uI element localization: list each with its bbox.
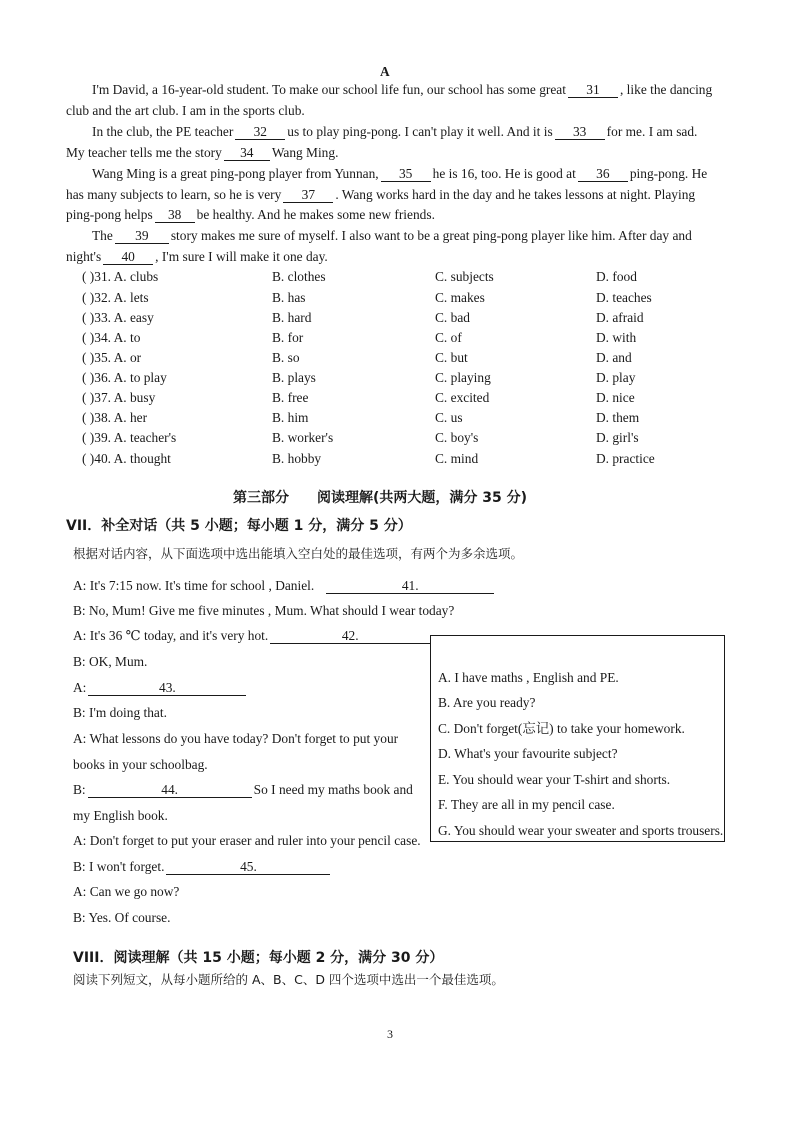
dialogue-line: B: Yes. Of course. (73, 910, 171, 925)
choice-d[interactable]: D. nice (596, 390, 635, 405)
passage-text: My teacher tells me the story (66, 145, 222, 160)
option-d[interactable]: D. What's your favourite subject? (438, 746, 618, 761)
dialogue-line: A: Don't forget to put your eraser and ruler into your pencil case. (73, 833, 421, 848)
choice-a[interactable]: ( )34. A. to (82, 330, 141, 345)
blank-36[interactable]: 36 (578, 166, 628, 182)
passage-line (66, 248, 328, 266)
options-box (430, 635, 725, 842)
choice-a[interactable]: ( )37. A. busy (82, 390, 156, 405)
passage-text: be healthy. And he makes some new friends. (196, 207, 435, 222)
passage-text: . Wang works hard in the day and he takes lessons at night. Playing (335, 187, 696, 202)
blank-35[interactable]: 35 (381, 166, 431, 182)
choice-d[interactable]: D. and (596, 350, 632, 365)
choice-b[interactable]: B. worker's (272, 430, 334, 445)
choice-c[interactable]: C. subjects (435, 269, 494, 284)
choice-d[interactable]: D. practice (596, 451, 655, 466)
choice-b[interactable]: B. plays (272, 370, 316, 385)
passage-text: , I'm sure I will make it one day. (155, 249, 328, 264)
section-seven-title: VII．补全对话（共 5 小题；每小题 1 分，满分 5 分） (66, 518, 412, 534)
choice-d[interactable]: D. afraid (596, 310, 644, 325)
blank-34[interactable]: 34 (224, 145, 270, 161)
section-eight-title: VIII．阅读理解（共 15 小题；每小题 2 分，满分 30 分） (73, 950, 444, 966)
dialogue-text: A: (73, 680, 87, 695)
choice-d[interactable]: D. teaches (596, 290, 652, 305)
blank-39[interactable]: 39 (115, 228, 169, 244)
choice-b[interactable]: B. free (272, 390, 309, 405)
blank-41[interactable]: 41. (326, 578, 494, 594)
dialogue-text: So I need my maths book and (253, 782, 413, 797)
blank-32[interactable]: 32 (235, 124, 285, 140)
choice-d[interactable]: D. girl's (596, 430, 639, 445)
dialogue-text: A: It's 36 ℃ today, and it's very hot. (73, 628, 269, 643)
choice-c[interactable]: C. us (435, 410, 463, 425)
passage-line (66, 186, 695, 204)
passage-line: club and the art club. I am in the sports club. (66, 103, 305, 118)
passage-line (66, 206, 435, 224)
passage-text: Wang Ming. (271, 145, 339, 160)
option-e[interactable]: E. You should wear your T-shirt and shorts. (438, 772, 671, 787)
passage-text: In the club, the PE teacher (92, 124, 234, 139)
choice-b[interactable]: B. hobby (272, 451, 322, 466)
blank-45[interactable]: 45. (166, 859, 330, 875)
passage-text: Wang Ming is a great ping-pong player from Yunnan, (92, 166, 379, 181)
dialogue-line: B: OK, Mum. (73, 654, 148, 669)
dialogue-text: B: I won't forget. (73, 859, 165, 874)
part-three-title: 第三部分 阅读理解(共两大题，满分 35 分) (233, 490, 528, 506)
blank-44[interactable]: 44. (88, 782, 252, 798)
choice-c[interactable]: C. but (435, 350, 468, 365)
passage-text: night's (66, 249, 102, 264)
blank-38[interactable]: 38 (155, 207, 195, 223)
option-b[interactable]: B. Are you ready? (438, 695, 536, 710)
blank-42[interactable]: 42. (270, 628, 430, 644)
dialogue-line: my English book. (73, 808, 168, 823)
section-eight-instruction: 阅读下列短文，从每小题所给的 A、B、C、D 四个选项中选出一个最佳选项。 (73, 972, 504, 987)
blank-31[interactable]: 31 (568, 82, 618, 98)
choice-c[interactable]: C. excited (435, 390, 490, 405)
passage-text: for me. I am sad. (606, 124, 698, 139)
passage-text: , like the dancing (619, 82, 713, 97)
dialogue-line (73, 781, 413, 799)
option-f[interactable]: F. They are all in my pencil case. (438, 797, 615, 812)
blank-43[interactable]: 43. (88, 680, 246, 696)
blank-37[interactable]: 37 (283, 187, 333, 203)
dialogue-line: books in your schoolbag. (73, 757, 208, 772)
choice-c[interactable]: C. playing (435, 370, 491, 385)
choice-a[interactable]: ( )31. A. clubs (82, 269, 159, 284)
option-c[interactable]: C. Don't forget(忘记) to take your homework. (438, 721, 685, 736)
option-g[interactable]: G. You should wear your sweater and sports trousers. (438, 823, 724, 838)
passage-text: I'm David, a 16-year-old student. To make our school life fun, our school has some great (92, 82, 566, 97)
passage-line (92, 165, 707, 183)
choice-d[interactable]: D. them (596, 410, 640, 425)
choice-b[interactable]: B. hard (272, 310, 312, 325)
section-letter: A (380, 64, 390, 79)
dialogue-line (73, 577, 496, 595)
passage-line (92, 227, 692, 245)
passage-text: story makes me sure of myself. I also want to be a great ping-pong player like him. After day and (170, 228, 692, 243)
choice-a[interactable]: ( )35. A. or (82, 350, 142, 365)
choice-c[interactable]: C. boy's (435, 430, 479, 445)
page-number: 3 (387, 1027, 393, 1041)
choice-a[interactable]: ( )36. A. to play (82, 370, 167, 385)
choice-c[interactable]: C. mind (435, 451, 479, 466)
blank-33[interactable]: 33 (555, 124, 605, 140)
dialogue-text: B: (73, 782, 86, 797)
choice-a[interactable]: ( )39. A. teacher's (82, 430, 177, 445)
passage-line (92, 123, 697, 141)
choice-b[interactable]: B. so (272, 350, 300, 365)
choice-c[interactable]: C. of (435, 330, 462, 345)
passage-text: he is 16, too. He is good at (432, 166, 576, 181)
choice-c[interactable]: C. bad (435, 310, 470, 325)
dialogue-line: B: No, Mum! Give me five minutes , Mum. What should I wear today? (73, 603, 455, 618)
choice-d[interactable]: D. with (596, 330, 637, 345)
passage-text: The (92, 228, 113, 243)
choice-d[interactable]: D. play (596, 370, 636, 385)
dialogue-line (73, 679, 248, 697)
passage-text: us to play ping-pong. I can't play it well. And it is (287, 124, 553, 139)
passage-line (92, 81, 712, 99)
choice-c[interactable]: C. makes (435, 290, 485, 305)
dialogue-line: A: What lessons do you have today? Don't forget to put your (73, 731, 399, 746)
choice-a[interactable]: ( )38. A. her (82, 410, 148, 425)
passage-line (66, 144, 338, 162)
blank-40[interactable]: 40 (103, 249, 153, 265)
choice-a[interactable]: ( )40. A. thought (82, 451, 171, 466)
dialogue-text: A: It's 7:15 now. It's time for school , Daniel. (73, 578, 315, 593)
passage-text: ping-pong. He (629, 166, 708, 181)
choice-d[interactable]: D. food (596, 269, 637, 284)
section-seven-instruction: 根据对话内容，从下面选项中选出能填入空白处的最佳选项，有两个为多余选项。 (73, 546, 524, 561)
choice-a[interactable]: ( )32. A. lets (82, 290, 149, 305)
choice-b[interactable]: B. has (272, 290, 306, 305)
choice-a[interactable]: ( )33. A. easy (82, 310, 154, 325)
choice-b[interactable]: B. him (272, 410, 309, 425)
dialogue-line: A: Can we go now? (73, 884, 180, 899)
choice-b[interactable]: B. clothes (272, 269, 326, 284)
choice-b[interactable]: B. for (272, 330, 304, 345)
passage-text: has many subjects to learn, so he is very (66, 187, 282, 202)
dialogue-line (73, 627, 432, 645)
passage-text: ping-pong helps (66, 207, 153, 222)
option-a[interactable]: A. I have maths , English and PE. (438, 670, 619, 685)
dialogue-line (73, 858, 332, 876)
dialogue-line: B: I'm doing that. (73, 705, 167, 720)
